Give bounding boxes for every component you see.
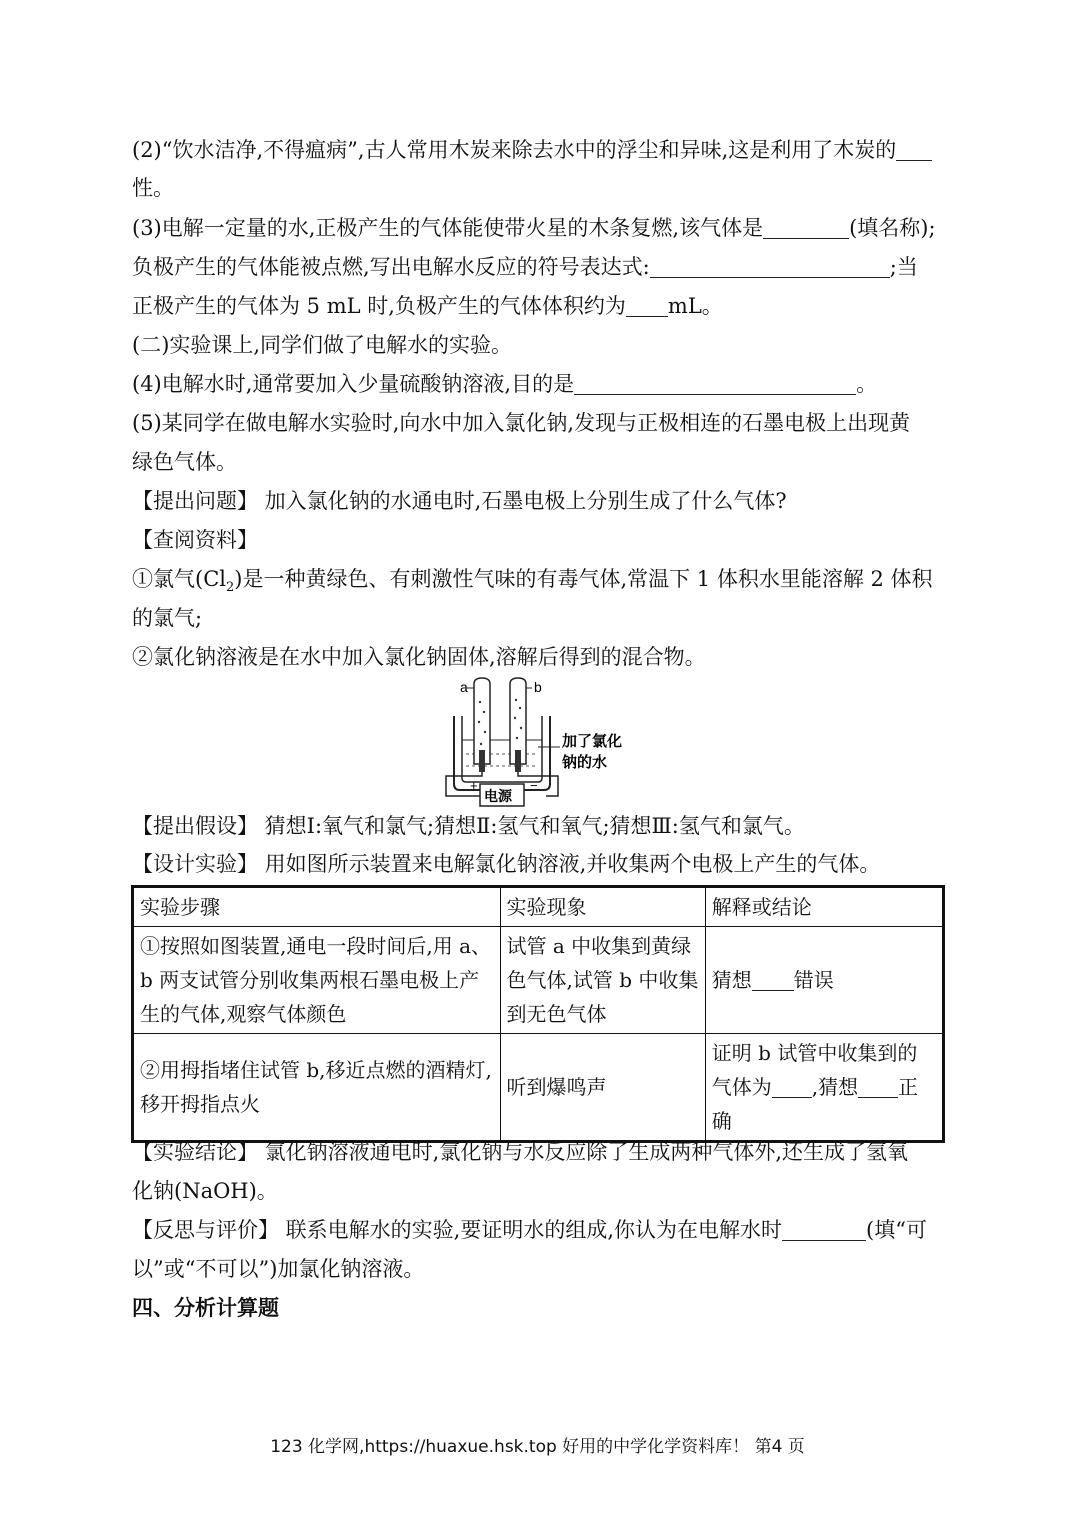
- conclusion-cell: 猜想 错误: [705, 927, 943, 1034]
- section-tag: 【实验结论】: [132, 1140, 258, 1164]
- header-step: 实验步骤: [133, 887, 501, 927]
- minus-sign: −: [530, 778, 538, 793]
- q2-line2: 性。: [132, 176, 174, 200]
- section-tag: 【提出问题】: [132, 489, 258, 513]
- q4-line: (4)电解水时,通常要加入少量硫酸钠溶液,目的是 。: [132, 372, 878, 396]
- q5-line2: 绿色气体。: [132, 450, 237, 474]
- answer-blank[interactable]: [574, 372, 856, 395]
- answer-blank[interactable]: [858, 1075, 898, 1098]
- section-tag: 【设计实验】: [132, 852, 258, 876]
- answer-blank[interactable]: [752, 968, 794, 991]
- answer-blank[interactable]: [782, 1218, 866, 1241]
- answer-blank[interactable]: [763, 216, 849, 239]
- ref-heading: 【查阅资料】: [132, 528, 258, 552]
- ref2-line: ②氯化钠溶液是在水中加入氯化钠固体,溶解后得到的混合物。: [132, 645, 706, 669]
- table-row: [133, 927, 944, 1034]
- tube-b-label: b: [534, 679, 542, 695]
- plus-sign: +: [470, 778, 478, 793]
- table-row: [133, 1034, 944, 1142]
- conclusion-line1: 【实验结论】 氯化钠溶液通电时,氯化钠与水反应除了生成两种气体外,还生成了氢氧: [132, 1140, 909, 1164]
- observation-cell: 试管 a 中收集到黄绿色气体,试管 b 中收集到无色气体: [500, 927, 705, 1034]
- power-source-label: 电源: [484, 789, 512, 805]
- tube-a-label: a: [460, 679, 468, 695]
- section-tag: 【反思与评价】: [132, 1218, 279, 1242]
- experiment-table: [131, 885, 945, 1143]
- answer-blank[interactable]: [896, 138, 932, 161]
- q3-line3: 正极产生的气体为 5 mL 时,负极产生的气体体积约为 mL。: [132, 294, 723, 318]
- figure-caption-1: 加了氯化: [562, 732, 623, 750]
- answer-blank[interactable]: [650, 255, 890, 278]
- reflection-line1: 【反思与评价】 联系电解水的实验,要证明水的组成,你认为在电解水时 (填“可: [132, 1218, 927, 1242]
- ask-line: 【提出问题】 加入氯化钠的水通电时,石墨电极上分别生成了什么气体?: [132, 489, 787, 513]
- page-footer: 123 化学网,https://huaxue.hsk.top 好用的中学化学资料库！ 第4 页: [270, 1437, 805, 1457]
- reflection-line2: 以”或“不可以”)加氯化钠溶液。: [132, 1257, 425, 1281]
- header-conclusion: 解释或结论: [705, 887, 943, 927]
- header-observation: 实验现象: [500, 887, 705, 927]
- ref1-line1: ①氯气$(Cl_2)$是一种黄绿色、有刺激性气味的有毒气体,常温下 1 体积水里能溶解 2 体积: [132, 567, 933, 596]
- answer-blank[interactable]: [626, 294, 668, 317]
- q3-line2: 负极产生的气体能被点燃,写出电解水反应的符号表达式: ;当: [132, 255, 918, 279]
- electrolysis-figure: [440, 672, 640, 812]
- section-4-heading: 四、分析计算题: [132, 1295, 279, 1320]
- q3-line1: (3)电解一定量的水,正极产生的气体能使带火星的木条复燃,该气体是 (填名称);: [132, 216, 936, 240]
- figure-caption-2: 钠的水: [562, 753, 608, 771]
- conclusion-line2: 化钠(NaOH)。: [132, 1179, 278, 1203]
- conclusion-cell: 证明 b 试管中收集到的气体为 ,猜想 正确: [705, 1034, 943, 1142]
- step-cell: ①按照如图装置,通电一段时间后,用 a、b 两支试管分别收集两根石墨电极上产生的气体,观察气体颜色: [133, 927, 501, 1034]
- table-header-row: [133, 887, 944, 927]
- part2-heading: (二)实验课上,同学们做了电解水的实验。: [132, 333, 513, 357]
- answer-blank[interactable]: [772, 1075, 812, 1098]
- hypothesis-line: 【提出假设】 猜想Ⅰ:氧气和氯气;猜想Ⅱ:氢气和氧气;猜想Ⅲ:氢气和氯气。: [132, 814, 805, 838]
- section-tag: 【提出假设】: [132, 814, 258, 838]
- observation-cell: 听到爆鸣声: [500, 1034, 705, 1142]
- design-line: 【设计实验】 用如图所示装置来电解氯化钠溶液,并收集两个电极上产生的气体。: [132, 852, 881, 876]
- electrolysis-apparatus: [440, 672, 640, 808]
- q5-line1: (5)某同学在做电解水实验时,向水中加入氯化钠,发现与正极相连的石墨电极上出现黄: [132, 411, 911, 435]
- ref1-line2: 的氯气;: [132, 606, 203, 630]
- step-cell: ②用拇指堵住试管 b,移近点燃的酒精灯,移开拇指点火: [133, 1034, 501, 1142]
- q2-line1: (2)“饮水洁净,不得瘟病”,古人常用木炭来除去水中的浮尘和异味,这是利用了木炭的: [132, 135, 932, 165]
